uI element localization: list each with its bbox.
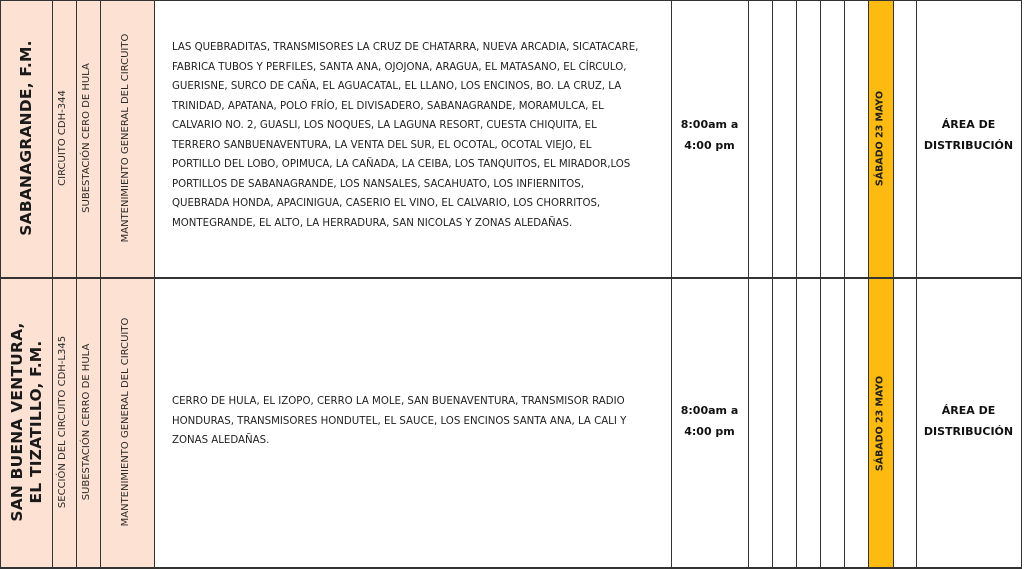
grid-line	[52, 0, 53, 569]
work-type-label: MANTENIMIENTO GENERAL DEL CIRCUITO	[120, 33, 131, 243]
grid-line	[844, 0, 845, 569]
area-type: ÁREA DE DISTRIBUCIÓN	[923, 118, 1014, 152]
circuit-label: SECCIÓN DEL CIRCUITO CDH-L345	[57, 335, 68, 509]
grid-line	[0, 0, 1, 569]
grid-line	[893, 0, 894, 569]
grid-line	[748, 0, 749, 569]
grid-line	[796, 0, 797, 569]
region-label: SABANAGRANDE, F.M.	[17, 40, 35, 236]
substation-label: SUBESTACIÓN CERO DE HULA	[81, 63, 92, 213]
grid-line	[154, 0, 155, 569]
grid-line	[772, 0, 773, 569]
circuit-label: CIRCUITO CDH-344	[57, 90, 68, 186]
grid-line	[671, 0, 672, 569]
region-label: SAN BUENA VENTURA, EL TIZATILLO, F.M.	[8, 322, 45, 522]
grid-line	[1021, 0, 1022, 569]
date-label: SÁBADO 23 MAYO	[874, 90, 886, 187]
substation-label: SUBESTACIÓN CERRO DE HULA	[81, 343, 92, 501]
grid-line	[868, 0, 869, 569]
grid-line	[100, 0, 101, 569]
grid-line	[916, 0, 917, 569]
date-label: SÁBADO 23 MAYO	[874, 375, 886, 472]
grid-line	[76, 0, 77, 569]
affected-areas: CERRO DE HULA, EL IZOPO, CERRO LA MOLE, SAN BUENAVENTURA, TRANSMISOR RADIO HONDURAS, TRANSMISORES HONDUTEL, EL SAUCE, LOS ENCINOS SANTA ANA, LA CALI Y ZONAS ALEDAÑAS.	[172, 396, 627, 446]
affected-areas: LAS QUEBRADITAS, TRANSMISORES LA CRUZ DE CHATARRA, NUEVA ARCADIA, SICATACARE, FABRICA TUBOS Y PERFILES, SANTA ANA, OJOJONA, ARAGUA, EL MATASANO, EL CÍRCULO, GUERISNE, SURCO DE CAÑA, EL AGUACATAL, EL LLANO, LOS ENCINOS, BO. LA CRUZ, LA TRINIDAD, APATANA, POLO FRÍO, EL DIVISADERO, SABANAGRANDE, MORAMULCA, EL CALVARIO NO. 2, GUASLI, LOS NOQUES, LA LAGUNA RESORT, CUESTA CHIQUITA, EL TERRERO SANBUENAVENTURA, LA VENTA DEL SUR, EL OCOTAL, OCOTAL VIEJO, EL PORTILLO DEL LOBO, OPIMUCA, LA CAÑADA, LA CEIBA, LOS TANQUITOS, EL MIRADOR,LOS PORTILLOS DE SABANAGRANDE, LOS NANSALES, SACAHUATO, LOS INFIERNITOS, QUEBRADA HONDA, APACINIGUA, CASERIO EL VINO, EL CALVARIO, LOS CHORRITOS, MONTEGRANDE, EL ALTO, LA HERRADURA, SAN NICOLAS Y ZONAS ALEDAÑAS.	[172, 42, 639, 229]
schedule-hours: 8:00am a 4:00 pm	[680, 404, 739, 438]
grid-line	[0, 0, 1022, 1]
schedule-hours: 8:00am a 4:00 pm	[680, 118, 739, 152]
grid-line	[0, 277, 1022, 279]
work-type-label: MANTENIMIENTO GENERAL DEL CIRCUITO	[120, 317, 131, 527]
grid-line	[820, 0, 821, 569]
area-type: ÁREA DE DISTRIBUCIÓN	[923, 404, 1014, 438]
